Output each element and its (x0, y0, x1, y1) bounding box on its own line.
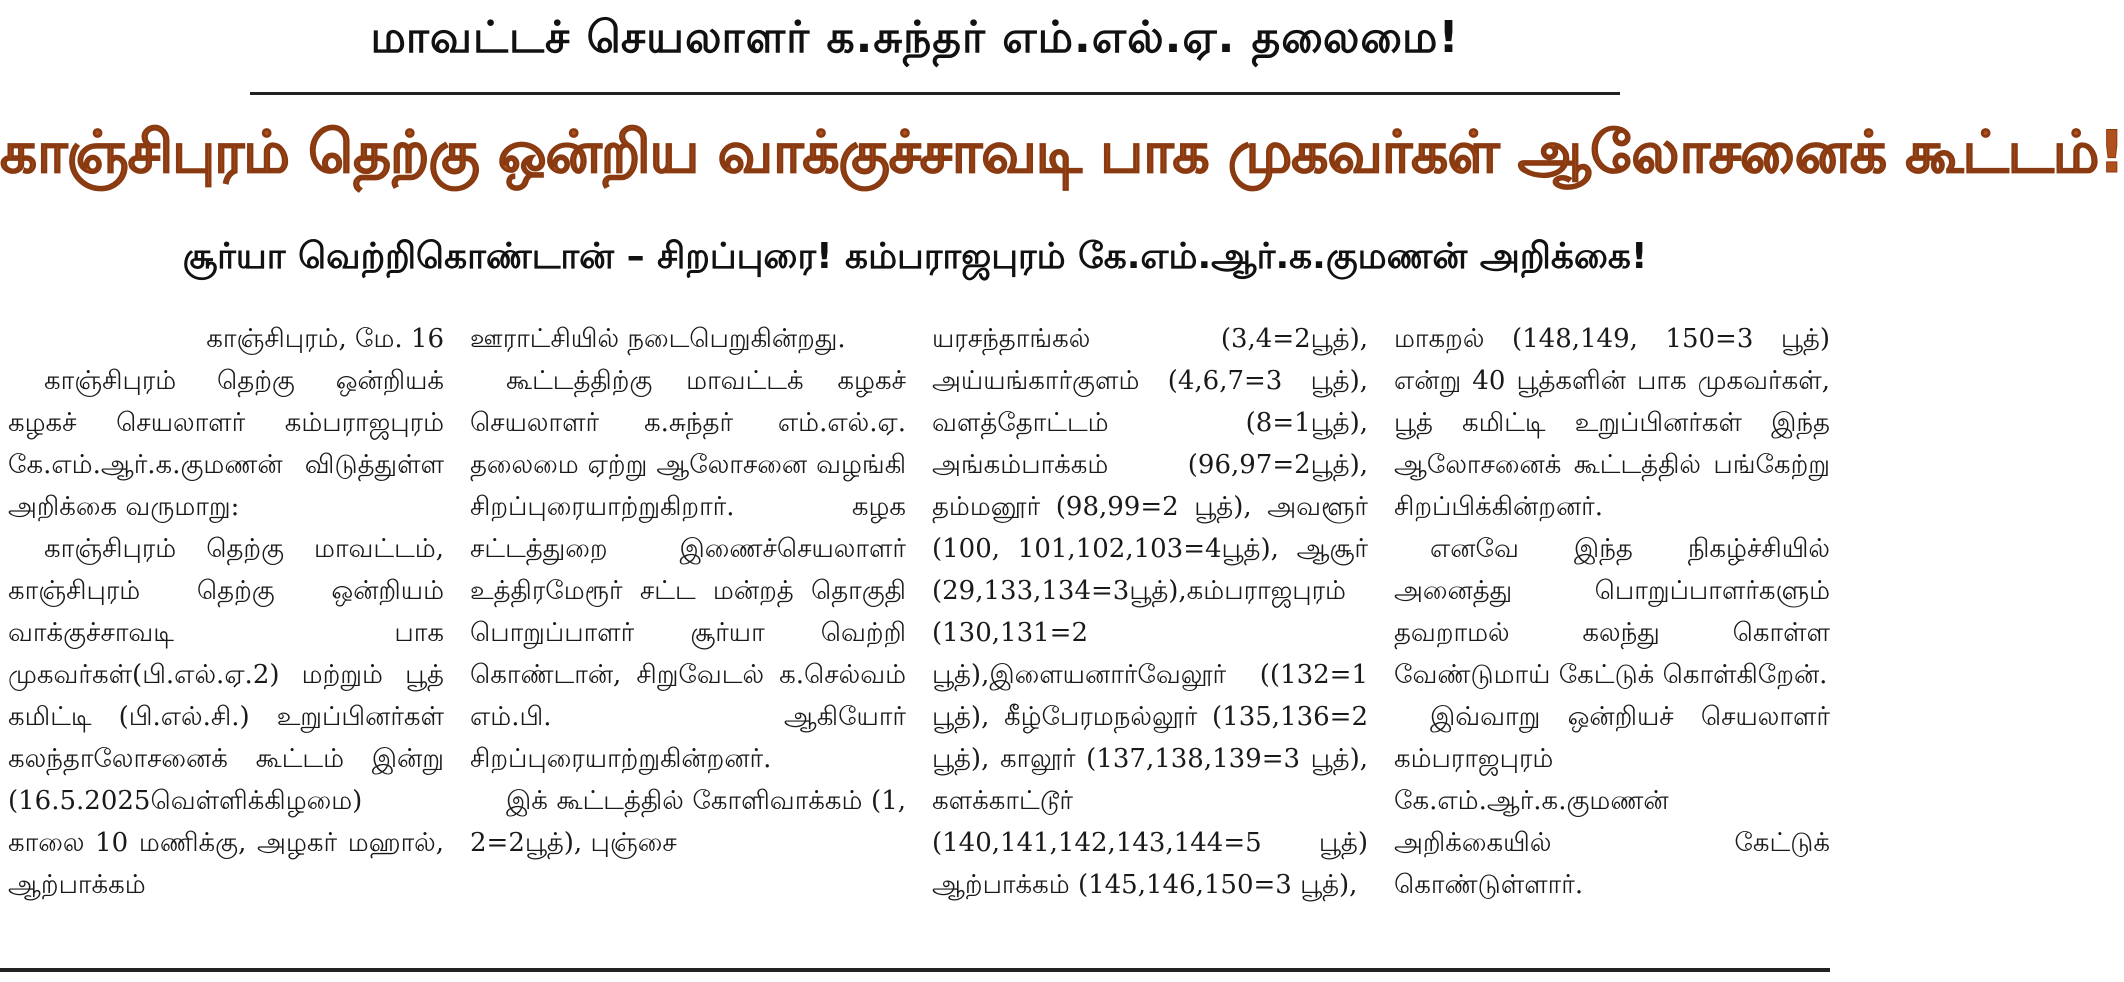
article-paragraph: இக் கூட்டத்தில் கோளிவாக்கம் (1, 2=2பூத்), புஞ்சை (470, 786, 906, 858)
article-column-2 (470, 318, 906, 864)
main-headline: காஞ்சிபுரம் தெற்கு ஒன்றிய வாக்குச்சாவடி பாக முகவர்கள் ஆலோசனைக் கூட்டம்! (0, 118, 2124, 186)
kicker-headline: மாவட்டச் செயலாளர் க.சுந்தர் எம்.எல்.ஏ. தலைமை! (370, 12, 1460, 63)
article-paragraph: எனவே இந்த நிகழ்ச்சியில் அனைத்து பொறுப்பாளர்களும் தவறாமல் கலந்து கொள்ள வேண்டுமாய் கேட்டுக் கொள்கிறேன். (1394, 534, 1830, 690)
article-column-1 (8, 318, 444, 906)
article-paragraph: யரசந்தாங்கல் (3,4=2பூத்), அய்யங்கார்குளம் (4,6,7=3 பூத்), வளத்தோட்டம் (8=1பூத்), அங்கம்பாக்கம் (96,97=2பூத்), தம்மனூர் (98,99=2 பூத்), அவளூர் (100, 101,102,103=4பூத்), ஆசூர் (29,133,134=3பூத்),கம்பராஜபுரம் (130,131=2 பூத்),இளையனார்வேலூர் ((132=1 பூத்), கீழ்பேரமநல்லூர் (135,136=2 பூத்), காலூர் (137,138,139=3 பூத்), களக்காட்டூர் (140,141,142,143,144=5 பூத்) ஆற்பாக்கம் (145,146,150=3 பூத்), (932, 324, 1368, 900)
dateline: காஞ்சிபுரம், மே. 16 (206, 324, 444, 354)
article-paragraph: ஊராட்சியில் நடைபெறுகின்றது. (470, 324, 846, 354)
article-paragraph: மாகறல் (148,149, 150=3 பூத்) என்று 40 பூத்களின் பாக முகவர்கள், பூத் கமிட்டி உறுப்பினர்கள் இந்த ஆலோசனைக் கூட்டத்தில் பங்கேற்று சிறப்பிக்கின்றனர். (1394, 324, 1830, 522)
article-paragraph: காஞ்சிபுரம் தெற்கு மாவட்டம், காஞ்சிபுரம் தெற்கு ஒன்றியம் வாக்குச்சாவடி பாக முகவர்கள்(பி.எல்.ஏ.2) மற்றும் பூத் கமிட்டி (பி.எல்.சி.) உறுப்பினர்கள் கலந்தாலோசனைக் கூட்டம் இன்று (16.5.2025வெள்ளிக்கிழமை) காலை 10 மணிக்கு, அழகர் மஹால், ஆற்பாக்கம் (8, 534, 444, 900)
bottom-border (0, 968, 1830, 972)
article-column-3 (932, 318, 1368, 906)
article-paragraph: இவ்வாறு ஒன்றியச் செயலாளர் கம்பராஜபுரம் கே.எம்.ஆர்.க.குமணன் அறிக்கையில் கேட்டுக் கொண்டுள்ளார். (1394, 702, 1830, 900)
article-column-4 (1394, 318, 1830, 906)
article-paragraph: கூட்டத்திற்கு மாவட்டக் கழகச் செயலாளர் க.சுந்தர் எம்.எல்.ஏ. தலைமை ஏற்று ஆலோசனை வழங்கி சிறப்புரையாற்றுகிறார். கழக சட்டத்துறை இணைச்செயலாளர் உத்திரமேரூர் சட்ட மன்றத் தொகுதி பொறுப்பாளர் சூர்யா வெற்றி கொண்டான், சிறுவேடல் க.செல்வம் எம்.பி. ஆகியோர் சிறப்புரையாற்றுகின்றனர். (470, 366, 906, 774)
sub-headline: சூர்யா வெற்றிகொண்டான் – சிறப்புரை! கம்பராஜபுரம் கே.எம்.ஆர்.க.குமணன் அறிக்கை! (182, 236, 1648, 277)
article-paragraph: காஞ்சிபுரம் தெற்கு ஒன்றியக் கழகச் செயலாளர் கம்பராஜபுரம் கே.எம்.ஆர்.க.குமணன் விடுத்துள்ள அறிக்கை வருமாறு: (8, 366, 444, 522)
kicker-underline (250, 92, 1620, 95)
